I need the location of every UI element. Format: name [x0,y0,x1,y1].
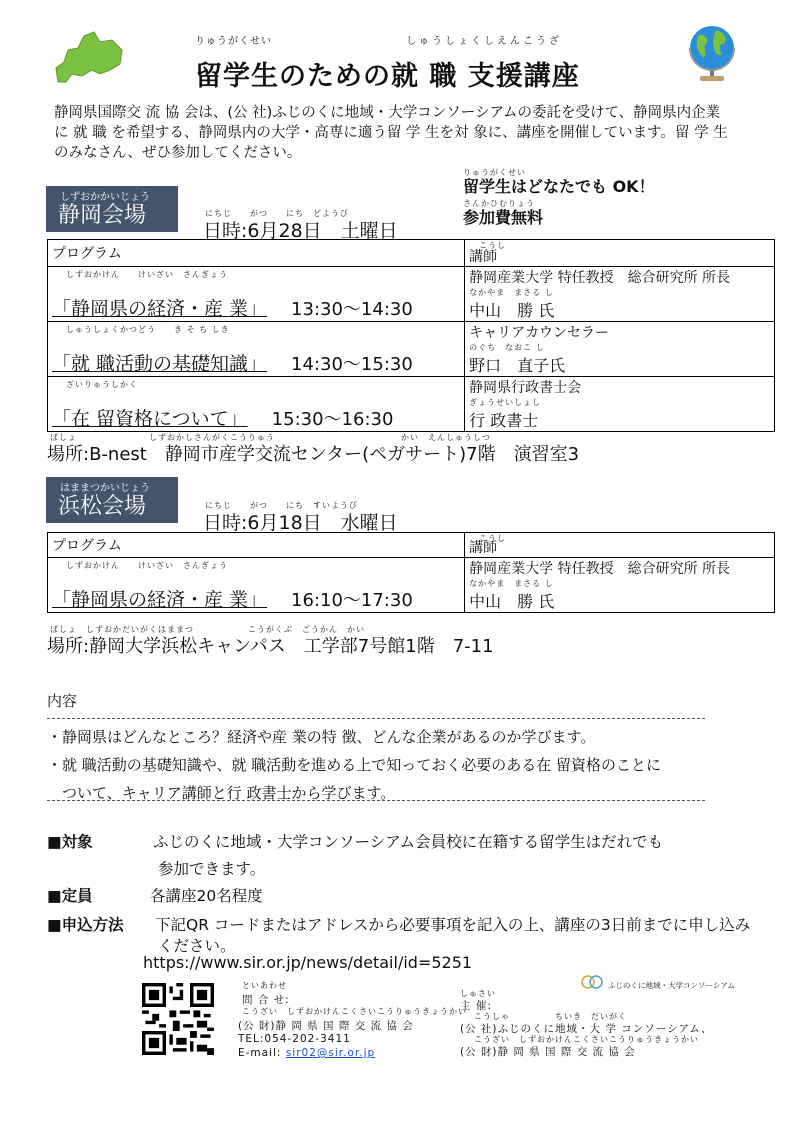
venue-shizuoka-box [46,186,178,232]
table-row [48,377,775,432]
apply-text: 下記QR コードまたはアドレスから必要事項を記入の上、講座の3日前までに申し込み [155,916,751,934]
table-row [48,558,775,613]
program-time: 15:30～16:30 [271,409,394,430]
table-header-row [48,533,775,558]
table-row [48,322,775,377]
table-header-row [48,240,775,267]
contact-tel: TEL:054-202-3411 [238,1033,351,1045]
shizuoka-program-table [47,239,775,432]
lecturer-name: 中山 勝 氏 [469,592,555,611]
content-line: ・就 職活動の基礎知識や、就 職活動を進める上で知っておく必要のある在 留資格のことに [47,756,662,774]
qr-code-icon[interactable] [142,983,214,1055]
header-lecturer-label: 講師 [469,249,498,265]
consortium-logo-icon [580,972,604,992]
program-cell [48,322,465,377]
shizuoka-map-icon [54,30,126,86]
intro-paragraph [54,103,754,163]
title-ruby-ryugakusei: りゅうがくせい [195,36,272,47]
venue-hamamatsu-label: 浜松会場 [58,494,147,519]
apply-url[interactable]: https://www.sir.or.jp/news/detail/id=5251 [143,953,473,972]
notice-any-student: 留学生はどなたでも OK！ [463,177,655,196]
program-name: 「静岡県の経済・産 業」 [52,589,268,611]
program-time: 16:10～17:30 [291,590,413,611]
organizer-line1-ruby: こうしゃ ちいき だいがく [474,1012,627,1021]
intro-line: のみなさん、ぜひ参加してください。 [54,145,302,161]
title-ruby-shushoku: しゅうしょくしえんこうざ [406,36,562,47]
divider-bottom [47,800,705,801]
notice-ruby: りゅうがくせい [463,168,526,177]
lecturer-name-ruby: ぎょうせいしょし [469,398,542,407]
program-name: 「静岡県の経済・産 業」 [52,298,268,320]
lecturer-name-ruby: のぐち なおこ し [469,343,545,352]
content-line: ついて、キャリア講師と行 政書士から学びます。 [47,784,396,802]
lecturer-cell [465,558,775,613]
divider-top [47,718,705,719]
page-title: 留学生のための就 職 支援講座 [195,61,580,92]
organizer-line1: (公 社)ふじのくに地域・大 学 コンソーシアム、 [460,1023,713,1035]
lecturer-title: 静岡産業大学 特任教授 総合研究所 所長 [469,270,731,286]
lecturer-title: キャリアカウンセラー [469,325,610,341]
program-cell [48,377,465,432]
program-name: 「就 職活動の基礎知識」 [52,353,268,375]
lecturer-name-ruby: なかやま まさる し [469,579,554,588]
program-time: 14:30～15:30 [291,354,413,375]
lecturer-name: 野口 直子氏 [469,356,566,375]
lecturer-cell [465,322,775,377]
program-cell [48,558,465,613]
globe-icon [684,22,740,84]
date-ruby: にちじ がつ にち どようび [205,209,349,218]
notice-ruby-fee: さんかひむりょう [463,199,535,208]
venue-shizuoka-label: 静岡会場 [58,203,147,228]
program-cell [48,267,465,322]
apply-label: ■申込方法 [47,916,124,934]
program-time: 13:30～14:30 [291,299,413,320]
venue-shizuoka-ruby: しずおかかいじょう [60,192,150,203]
notice-free: 参加費無料 [463,208,544,227]
date-ruby: にちじ がつ にち すいようび [205,501,358,510]
contact-org-ruby: こうざい しずおかけんこくさいこうりゅうきょうかい [242,1007,467,1016]
intro-line: に 就 職 を希望する、静岡県内の大学・高専に適う留 学 生を対 象に、講座を開催しています。留 学 生 [54,125,728,141]
contact-email-label: E-mail: [238,1047,282,1059]
venue-hamamatsu-box [46,477,178,523]
contact-label: 問 合 せ: [242,994,290,1006]
place-ruby: ばしょ しずおかだいがくはままつ こうがくぶ ごうかん かい [50,625,365,634]
contact-email-link[interactable]: sir02@sir.or.jp [285,1047,376,1059]
organizer-line2-ruby: こうざい しずおかけんこくさいこうりゅうきょうかい [474,1035,699,1044]
intro-line: 静岡県国際交 流 協 会は、(公 社)ふじのくに地域・大学コンソーシアムの委託を受けて、静岡県内企業 [54,105,721,121]
program-ruby: しゅうしょくかつどう き そ ち しき [66,325,230,334]
venue-hamamatsu-place: 場所:静岡大学浜松キャンパス 工学部7号館1階 7-11 [47,636,494,657]
venue-shizuoka-place: 場所:B-nest 静岡市産学交流センター(ペガサート)7階 演習室3 [47,444,580,465]
organizer-label: 主 催: [460,1000,492,1012]
lecturer-cell [465,377,775,432]
venue-hamamatsu-date: 日時:6月18日 水曜日 [203,512,398,534]
target-label: ■対象 [47,833,93,851]
lecturer-title: 静岡県行政書士会 [469,380,582,396]
contact-org: (公 財)静 岡 県 国 際 交 流 協 会 [238,1020,414,1032]
content-line: ・静岡県はどんなところ？経済や産 業の特 徴、どんな企業があるのか学びます。 [47,728,596,746]
program-ruby: しずおかけん けいざい さんぎょう [66,270,228,279]
contact-email-row [238,1047,375,1059]
lecturer-title: 静岡産業大学 特任教授 総合研究所 所長 [469,561,731,577]
contact-ruby: といあわせ [242,981,287,990]
header-program: プログラム [48,533,465,558]
apply-text-2: ください。 [158,937,236,955]
venue-shizuoka-date: 日時:6月28日 土曜日 [203,220,398,242]
capacity-label: ■定員 [47,887,93,905]
venue-hamamatsu-ruby: はままつかいじょう [60,483,150,494]
header-program: プログラム [48,240,465,267]
hamamatsu-program-table [47,532,775,613]
lecturer-name: 行 政書士 [469,411,539,430]
organizer-ruby: しゅさい [460,989,496,998]
consortium-logo-text: ふじのくに地域・大学コンソーシアム [608,981,735,990]
lecturer-ruby: こうし [479,241,507,250]
header-lecturer-label: 講師 [469,540,498,556]
target-text: ふじのくに地域・大学コンソーシアム会員校に在籍する留学生はだれでも [153,833,664,851]
header-lecturer [465,533,775,558]
content-heading: 内容 [47,692,78,710]
lecturer-name-ruby: なかやま まさる し [469,288,554,297]
header-lecturer [465,240,775,267]
program-ruby: しずおかけん けいざい さんぎょう [66,561,228,570]
capacity-text: 各講座20名程度 [150,887,263,905]
place-ruby: ばしょ しずおかしさんがくこうりゅう かい えんしゅうしつ [50,433,491,442]
lecturer-cell [465,267,775,322]
target-text-2: 参加できます。 [158,860,266,878]
program-ruby: ざいりゅうしかく [66,380,138,389]
program-name: 「在 留資格について」 [52,408,248,430]
lecturer-ruby: こうし [479,534,507,543]
organizer-line2: (公 財)静 岡 県 国 際 交 流 協 会 [460,1046,636,1058]
table-row [48,267,775,322]
lecturer-name: 中山 勝 氏 [469,301,555,320]
